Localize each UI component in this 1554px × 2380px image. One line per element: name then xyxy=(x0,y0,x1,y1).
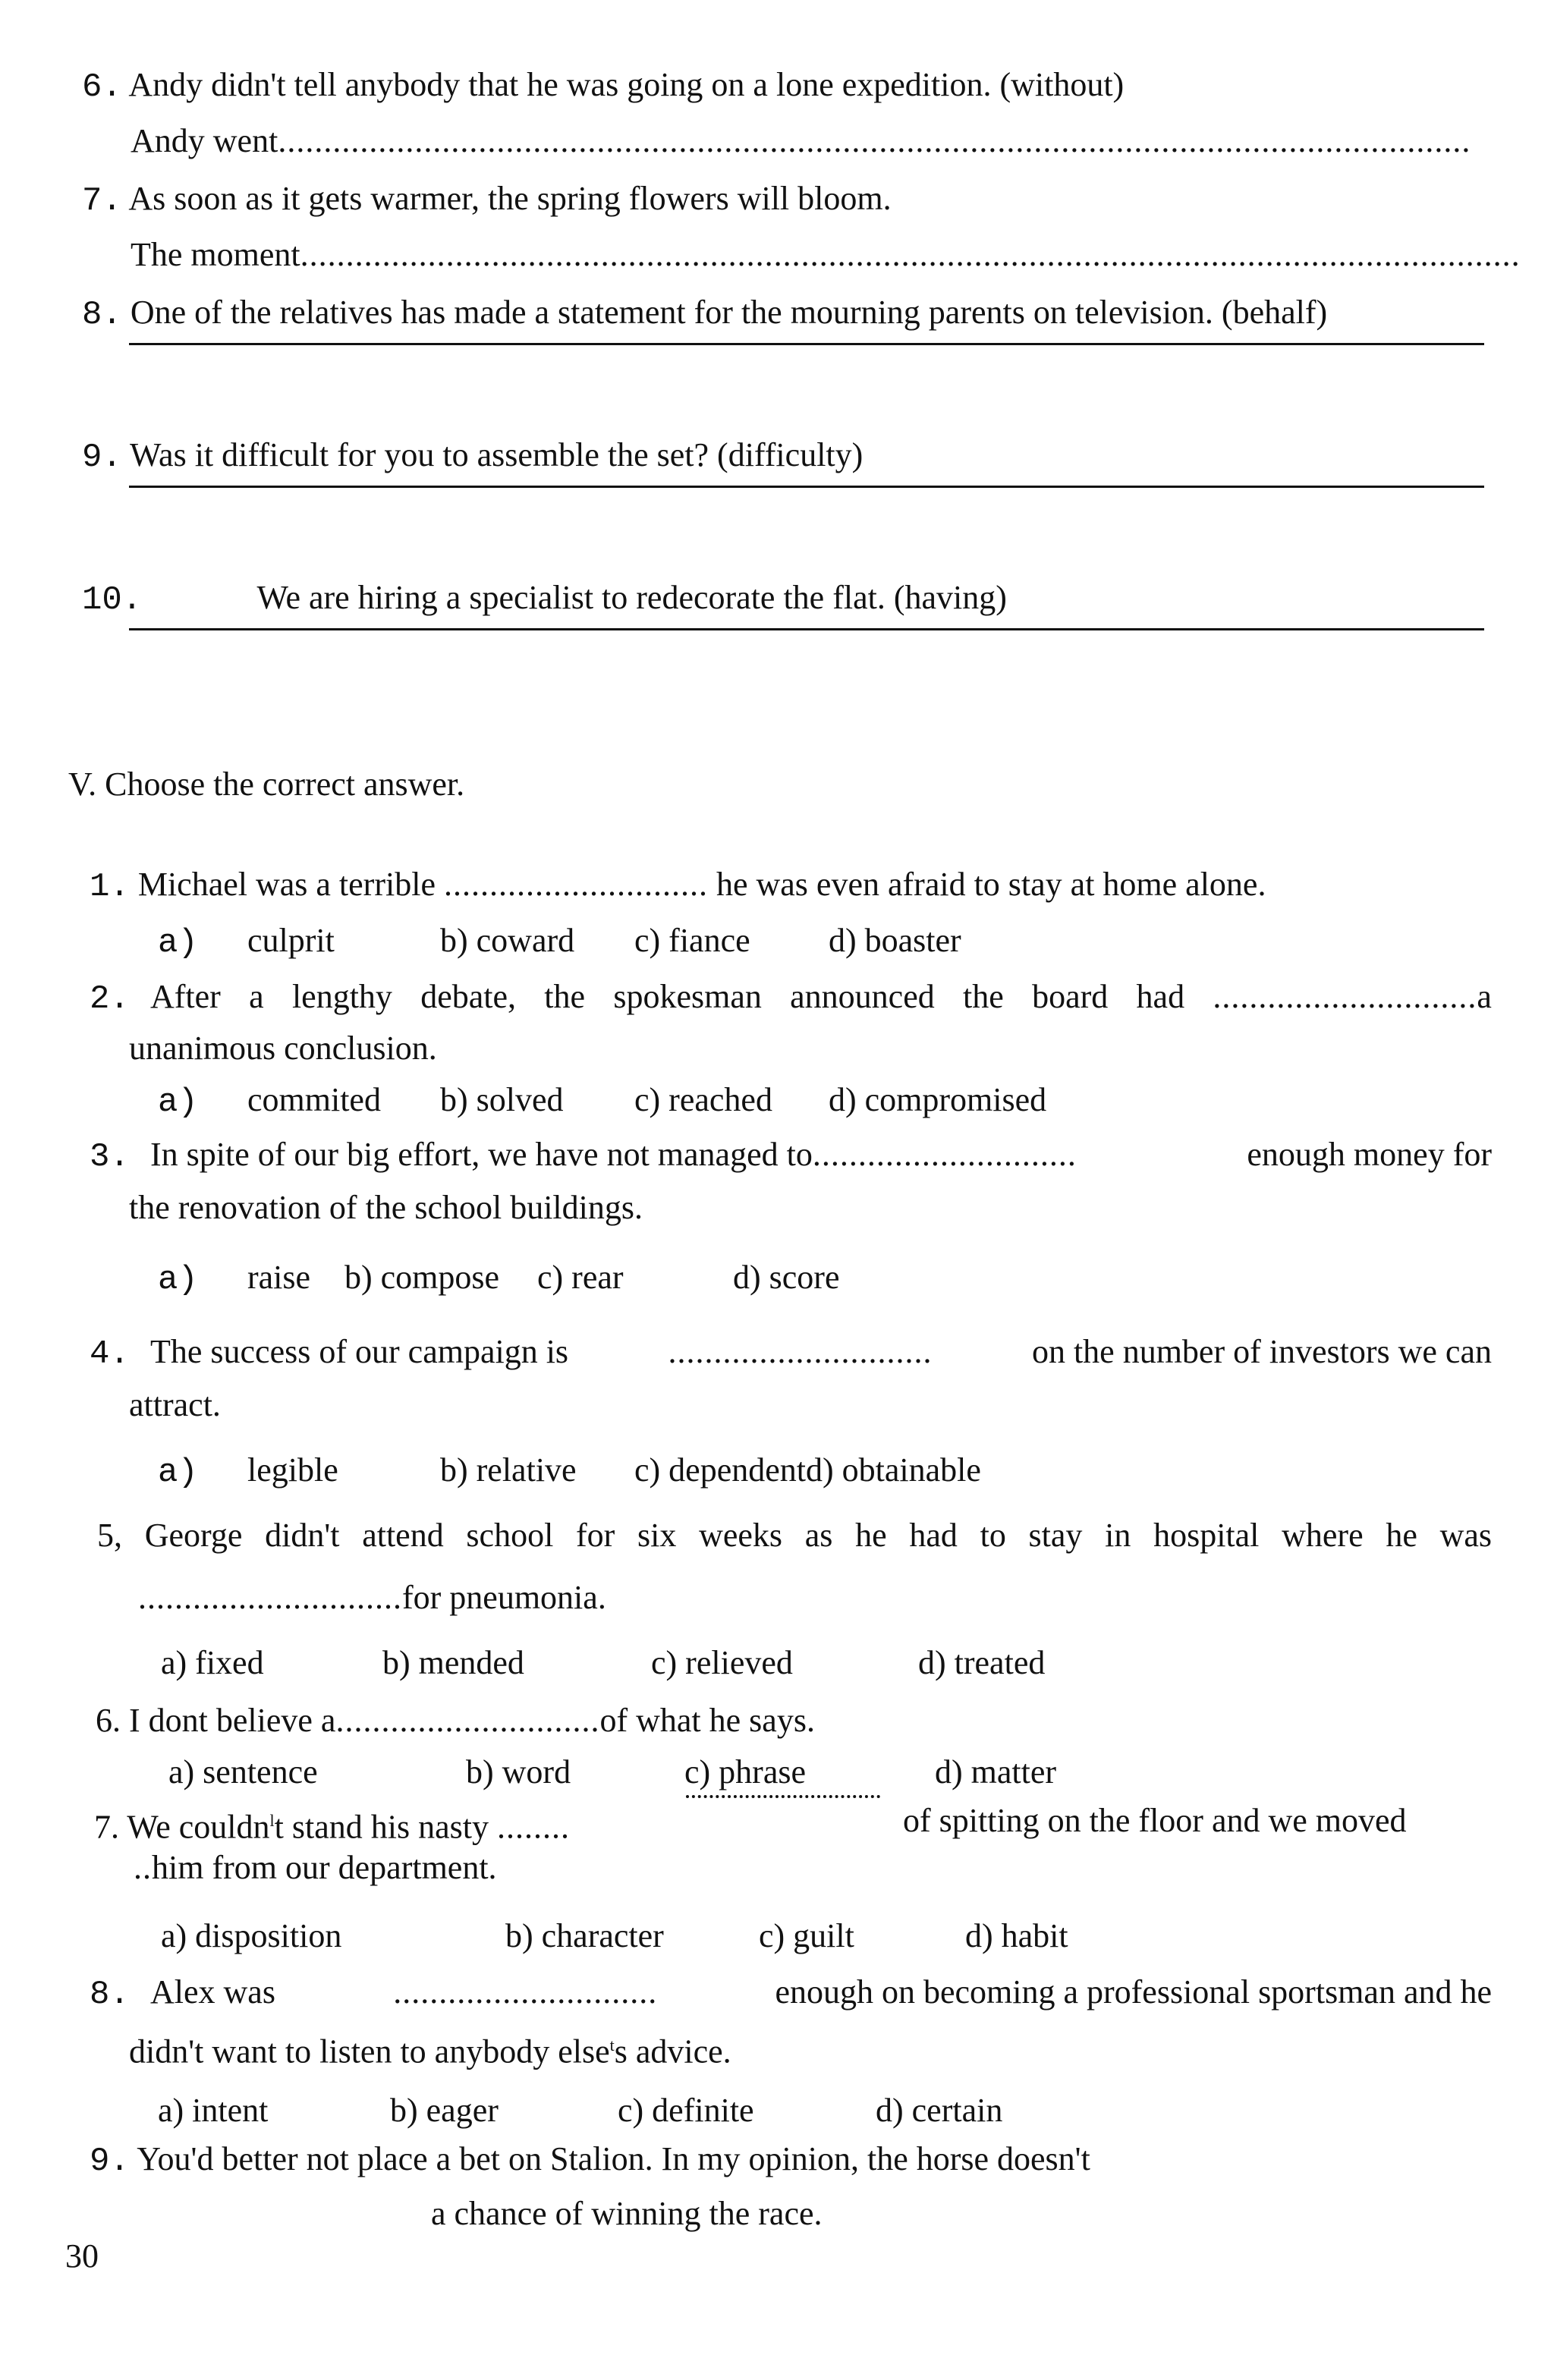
answer-dots[interactable]: ................................................................................................................................... xyxy=(278,122,1471,159)
word: the xyxy=(544,978,586,1015)
option-c[interactable]: c) guilt xyxy=(759,1917,854,1954)
question-text-line2: the renovation of the school buildings. xyxy=(129,1189,643,1226)
answer-dots[interactable]: ...................................................................................................................................... xyxy=(300,236,1521,273)
option-a[interactable]: a) disposition xyxy=(161,1917,342,1954)
question-text-justified xyxy=(150,1332,1492,1372)
option-d[interactable]: d) compromised xyxy=(829,1081,1047,1118)
question-text: You'd better not place a bet on Stalion. In my opinion, the horse doesn't xyxy=(137,2140,1090,2177)
mc-question-6 xyxy=(96,1701,815,1740)
question-number: 3. xyxy=(90,1138,130,1176)
question-text-line2 xyxy=(134,1848,497,1888)
option-a[interactable]: legible xyxy=(247,1451,338,1489)
question-text-line2 xyxy=(138,1578,606,1618)
question-8 xyxy=(82,293,1327,335)
word: announced xyxy=(790,978,935,1015)
stray-mark: l xyxy=(269,1811,275,1830)
question-10 xyxy=(82,578,1007,620)
option-d[interactable]: d) matter xyxy=(935,1753,1057,1791)
answer-start: The moment xyxy=(131,236,300,273)
page-number: 30 xyxy=(65,2237,99,2275)
dotted-underline xyxy=(686,1795,880,1798)
answer-rule-10[interactable] xyxy=(129,628,1484,630)
answer-blank[interactable]: ........ xyxy=(496,1808,570,1846)
word: lengthy xyxy=(291,978,392,1015)
options-2 xyxy=(158,1080,1047,1122)
question-number: 6. xyxy=(82,68,122,106)
question-text-end: enough money for xyxy=(1247,1136,1492,1173)
question-number: 7. xyxy=(82,182,122,220)
word: the xyxy=(963,978,1004,1015)
question-text: 5, George didn't attend school for six weeks as he had to stay in hospital where he was xyxy=(97,1517,1492,1554)
question-text: s advice. xyxy=(614,2033,731,2070)
option-a[interactable]: a) intent xyxy=(158,2092,269,2129)
question-text-line2: attract. xyxy=(129,1386,221,1423)
mc-question-3 xyxy=(90,1135,130,1177)
question-text: As soon as it gets warmer, the spring flowers will bloom. xyxy=(128,180,892,217)
option-a[interactable]: a) sentence xyxy=(168,1753,318,1791)
question-text-justified xyxy=(150,1973,1492,2012)
section-heading: V. Choose the correct answer. xyxy=(68,766,465,803)
word: a xyxy=(1477,978,1492,1015)
answer-line-7[interactable] xyxy=(131,235,1521,275)
mc-question-9 xyxy=(90,2139,1090,2181)
answer-blank[interactable]: ............................. xyxy=(443,866,708,903)
answer-blank[interactable]: ............................. xyxy=(393,1973,658,2011)
answer-rule-8[interactable] xyxy=(129,343,1484,345)
mc-question-7 xyxy=(94,1801,570,1847)
options-6 xyxy=(168,1753,1057,1792)
question-text: him from our department. xyxy=(152,1849,497,1886)
option-c[interactable]: c) relieved xyxy=(651,1644,793,1681)
question-text-end: on the number of investors we can xyxy=(1031,1333,1492,1370)
mc-question-2 xyxy=(90,977,130,1019)
mc-question-5 xyxy=(97,1516,1492,1555)
question-text-justified xyxy=(150,1135,1492,1174)
word: After xyxy=(150,978,221,1015)
options-3 xyxy=(158,1258,840,1300)
option-b[interactable]: b) solved xyxy=(440,1081,564,1118)
option-b[interactable]: b) word xyxy=(466,1753,571,1791)
question-text-justified xyxy=(150,977,1492,1017)
option-a[interactable]: culprit xyxy=(247,922,335,959)
option-d[interactable]: d) certain xyxy=(876,2092,1003,2129)
question-text-line2 xyxy=(129,2026,731,2072)
option-a[interactable]: raise xyxy=(247,1259,311,1296)
answer-blank[interactable]: ............................. xyxy=(335,1702,600,1739)
stray-mark: t xyxy=(609,2036,615,2055)
options-7 xyxy=(161,1916,1068,1956)
mc-question-4 xyxy=(90,1332,130,1374)
question-7 xyxy=(82,179,892,221)
question-number: 10. xyxy=(82,581,143,619)
question-text: The success of our campaign is xyxy=(150,1333,569,1370)
option-b[interactable]: b) mended xyxy=(382,1644,524,1681)
option-b[interactable]: b) compose xyxy=(344,1259,500,1296)
option-b[interactable]: b) character xyxy=(505,1917,664,1954)
answer-rule-9[interactable] xyxy=(129,486,1484,488)
option-b[interactable]: b) eager xyxy=(390,2092,499,2129)
question-text: One of the relatives has made a statement for the mourning parents on television. (behalf) xyxy=(130,294,1328,331)
question-text: 7. We couldn xyxy=(94,1808,270,1846)
answer-line-6[interactable] xyxy=(131,121,1471,161)
answer-blank[interactable]: ............................. xyxy=(812,1136,1077,1173)
question-text: 6. I dont believe a xyxy=(96,1702,336,1739)
mc-question-1 xyxy=(90,865,1266,907)
option-c[interactable]: c) fiance xyxy=(634,922,750,959)
option-b[interactable]: b) relative xyxy=(440,1451,577,1489)
question-text-line2: a chance of winning the race. xyxy=(431,2195,823,2232)
question-number: 9. xyxy=(82,439,122,476)
question-text: Was it difficult for you to assemble the set? (difficulty) xyxy=(130,436,864,473)
option-b[interactable]: b) coward xyxy=(440,922,575,959)
question-text: We are hiring a specialist to redecorate the flat. (having) xyxy=(256,579,1007,616)
option-d[interactable]: d) habit xyxy=(965,1917,1068,1954)
option-c[interactable]: c) reached xyxy=(634,1081,772,1118)
options-8 xyxy=(158,2091,1003,2130)
question-text: In spite of our big effort, we have not managed to xyxy=(150,1136,813,1173)
answer-blank[interactable]: ............................. xyxy=(668,1333,933,1370)
question-text: didn't want to listen to anybody else xyxy=(129,2033,610,2070)
word: board xyxy=(1032,978,1109,1015)
question-6 xyxy=(82,65,1124,107)
option-a-label: a) xyxy=(158,924,198,962)
question-text-end: of what he says. xyxy=(599,1702,815,1739)
option-d[interactable]: d) treated xyxy=(918,1644,1046,1681)
question-number: 8. xyxy=(90,1976,130,2014)
option-a[interactable]: a) fixed xyxy=(161,1644,264,1681)
option-a[interactable]: commited xyxy=(247,1081,381,1118)
question-text: Andy didn't tell anybody that he was going on a lone expedition. (without) xyxy=(128,66,1125,103)
question-text-end: for pneumonia. xyxy=(402,1579,606,1616)
word: a xyxy=(249,978,264,1015)
answer-start: Andy went xyxy=(131,122,278,159)
question-number: 4. xyxy=(90,1335,130,1373)
question-text-end: he was even afraid to stay at home alone. xyxy=(716,866,1266,903)
question-text-end: enough on becoming a professional sportsman and he xyxy=(775,1973,1492,2011)
answer-blank[interactable]: ............................. xyxy=(1213,978,1477,1015)
option-a-label: a) xyxy=(158,1083,198,1121)
option-d[interactable]: d) score xyxy=(733,1259,840,1296)
option-c[interactable]: c) rear xyxy=(537,1259,624,1296)
option-a-label: a) xyxy=(158,1261,198,1299)
option-c[interactable]: c) definite xyxy=(618,2092,754,2129)
options-1 xyxy=(158,921,961,963)
word: spokesman xyxy=(613,978,762,1015)
question-text: Alex was xyxy=(150,1973,275,2011)
word: debate, xyxy=(420,978,517,1015)
question-number: 8. xyxy=(82,296,122,334)
option-d[interactable]: d) boaster xyxy=(829,922,961,959)
question-number: 2. xyxy=(90,980,130,1018)
answer-blank[interactable]: ............................. xyxy=(138,1579,402,1616)
option-c[interactable]: c) phrase xyxy=(684,1753,807,1791)
answer-blank-2[interactable]: .. xyxy=(134,1849,152,1886)
options-4 xyxy=(158,1451,981,1492)
question-text: t stand his nasty xyxy=(274,1808,489,1846)
question-number: 9. xyxy=(90,2143,130,2180)
options-5 xyxy=(161,1643,1046,1683)
question-number: 1. xyxy=(90,868,130,906)
option-a-label: a) xyxy=(158,1454,198,1492)
option-c[interactable]: c) dependentd) obtainable xyxy=(634,1451,981,1489)
question-text-end: of spitting on the floor and we moved xyxy=(903,1802,1407,1839)
mc-question-8 xyxy=(90,1973,130,2014)
word: had xyxy=(1136,978,1185,1015)
question-text: Michael was a terrible xyxy=(137,866,436,903)
question-text-line2: unanimous conclusion. xyxy=(129,1030,437,1067)
question-9 xyxy=(82,435,863,477)
